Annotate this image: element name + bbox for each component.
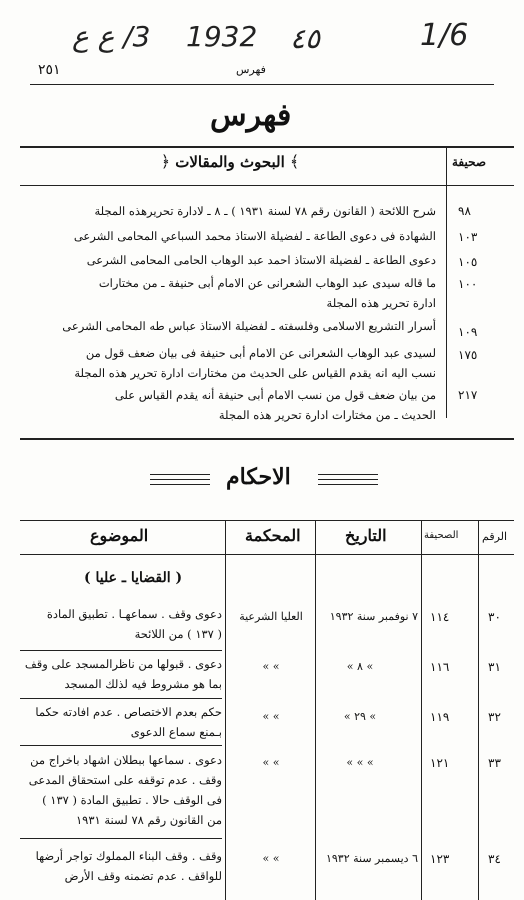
article-title: لسيدى عبد الوهاب الشعرانى عن الامام أبى حنيفة فى بيان ضعف قول من نسب اليه انه يقدم القياس على الحديث من مختارات ادارة تحرير هذه المجلة xyxy=(74,346,436,380)
row-page: ١١٤ xyxy=(430,610,450,624)
page-number: ٢٥١ xyxy=(38,62,61,78)
brace-icon: ﴾ xyxy=(289,152,300,171)
row-num: ٣٣ xyxy=(488,756,501,770)
articles-column-rule xyxy=(446,148,447,418)
row-divider xyxy=(20,745,222,746)
col-header-page: الصحيفة xyxy=(424,530,459,541)
row-page: ١١٦ xyxy=(430,660,450,674)
row-subject: حكم بعدم الاختصاص . عدم افادته حكما بـمنع سماع الدعوى xyxy=(35,705,222,739)
row-court: « « xyxy=(262,756,280,769)
ornament-rule xyxy=(150,479,210,480)
judgments-section-title: الاحكام xyxy=(226,464,291,490)
main-title: فهرس xyxy=(210,98,292,133)
table-col-rule xyxy=(478,520,479,900)
article-page: ١٠٥ xyxy=(458,255,478,269)
article-page: ٩٨ xyxy=(458,204,471,218)
article-page: ٢١٧ xyxy=(458,388,478,402)
row-subject: وقف . وقف البناء المملوك تواجر أرضها للواقف . عدم تضمنه وقف الأرض xyxy=(35,849,222,883)
section-divider xyxy=(20,438,514,440)
ornament-rule xyxy=(318,484,378,485)
row-court: « « xyxy=(262,852,280,865)
row-date: « ٢٩ « xyxy=(343,710,377,723)
handwritten-ref-left: 3/ ع ع xyxy=(72,20,151,53)
brace-icon: ﴿ xyxy=(160,152,171,171)
row-num: ٣٤ xyxy=(488,852,501,866)
row-divider xyxy=(20,838,222,839)
handwritten-ref-mid: ٤٥ xyxy=(290,22,321,55)
judgments-title-wrap xyxy=(150,466,380,496)
row-court: العليا الشرعية xyxy=(239,610,303,623)
article-title: الشهادة فى دعوى الطاعة ـ لفضيلة الاستاذ محمد السباعي المحامى الشرعى xyxy=(73,229,436,243)
row-subject: دعوى . سماعها ببطلان اشهاد باخراج من وقف . عدم توقفه على استحقاق المدعى فى الوقف حالا . تطبيق المادة ( ١٣٧ ) من القانون رقم ٧٨ لسنة ١٩٣١ xyxy=(28,753,222,827)
ornament-rule xyxy=(318,479,378,480)
article-title: من بيان ضعف قول من نسب الامام أبى حنيفة أنه يقدم القياس على الحديث ـ من مختارات ادارة تحرير هذه المجلة xyxy=(114,388,436,422)
row-date: ٧ نوفمبر سنة ١٩٣٢ xyxy=(329,610,418,623)
articles-page-col-header: صحيفة xyxy=(452,155,487,169)
table-col-rule xyxy=(421,520,422,900)
row-num: ٣١ xyxy=(488,660,501,674)
ornament-rule xyxy=(150,484,210,485)
row-num: ٣٠ xyxy=(488,610,501,624)
row-subject: دعوى وقف . سماعهـا . تطبيق المادة ( ١٣٧ ) من اللائحة xyxy=(46,607,222,641)
article-page: ١٠٩ xyxy=(458,325,478,339)
row-court: « « xyxy=(262,710,280,723)
row-date: « ٨ « xyxy=(346,660,374,673)
col-header-subject: الموضوع xyxy=(90,526,149,545)
row-date: « « « xyxy=(346,756,374,769)
handwritten-ref-right: 1/6 xyxy=(420,18,469,53)
articles-section-title-wrap xyxy=(150,152,310,171)
article-page: ١٠٣ xyxy=(458,230,478,244)
row-divider xyxy=(20,698,222,699)
table-header-rule xyxy=(20,554,514,555)
table-col-rule xyxy=(315,520,316,900)
article-title: أسرار التشريع الاسلامى وفلسفته ـ لفضيلة الاستاذ عباس طه المحامى الشرعى xyxy=(62,319,436,333)
row-date: ٦ ديسمبر سنة ١٩٣٢ xyxy=(325,852,418,865)
article-page: ١٠٠ xyxy=(458,277,478,291)
ornament-rule xyxy=(318,474,378,475)
group-label: ( القضايا ـ عليا ) xyxy=(84,570,183,586)
col-header-date: التاريخ xyxy=(345,526,387,545)
articles-section-title: البحوث والمقالات xyxy=(175,153,285,171)
col-header-num: الرقم xyxy=(482,530,508,543)
row-page: ١٢٣ xyxy=(430,852,450,866)
row-court: « « xyxy=(262,660,280,673)
articles-header-rule xyxy=(20,185,514,186)
header-rule xyxy=(30,84,494,85)
running-title: فهرس xyxy=(236,63,266,76)
article-title: شرح اللائحة ( القانون رقم ٧٨ لسنة ١٩٣١ ) ـ ٨ ـ لادارة تحريرهذه المجلة xyxy=(94,204,436,218)
col-header-court: المحكمة xyxy=(245,526,301,545)
table-col-rule xyxy=(225,520,226,900)
title-rule xyxy=(20,146,514,148)
table-top-rule xyxy=(20,520,514,521)
row-divider xyxy=(20,650,222,651)
row-num: ٣٢ xyxy=(488,710,501,724)
row-page: ١١٩ xyxy=(430,710,450,724)
handwritten-year: 1932 xyxy=(186,20,258,53)
article-title: دعوى الطاعة ـ لفضيلة الاستاذ احمد عبد الوهاب الحامى المحامى الشرعى xyxy=(86,253,436,267)
row-subject: دعوى . قبولها من ناظرالمسجد على وقف بما هو مشروط فيه لذلك المسجد xyxy=(24,657,222,691)
article-page: ١٧٥ xyxy=(458,348,478,362)
ornament-rule xyxy=(150,474,210,475)
article-title: ما قاله سيدى عبد الوهاب الشعرانى عن الامام أبى حنيفة ـ من مختارات ادارة تحرير هذه المجلة xyxy=(98,276,436,310)
row-page: ١٢١ xyxy=(430,756,450,770)
